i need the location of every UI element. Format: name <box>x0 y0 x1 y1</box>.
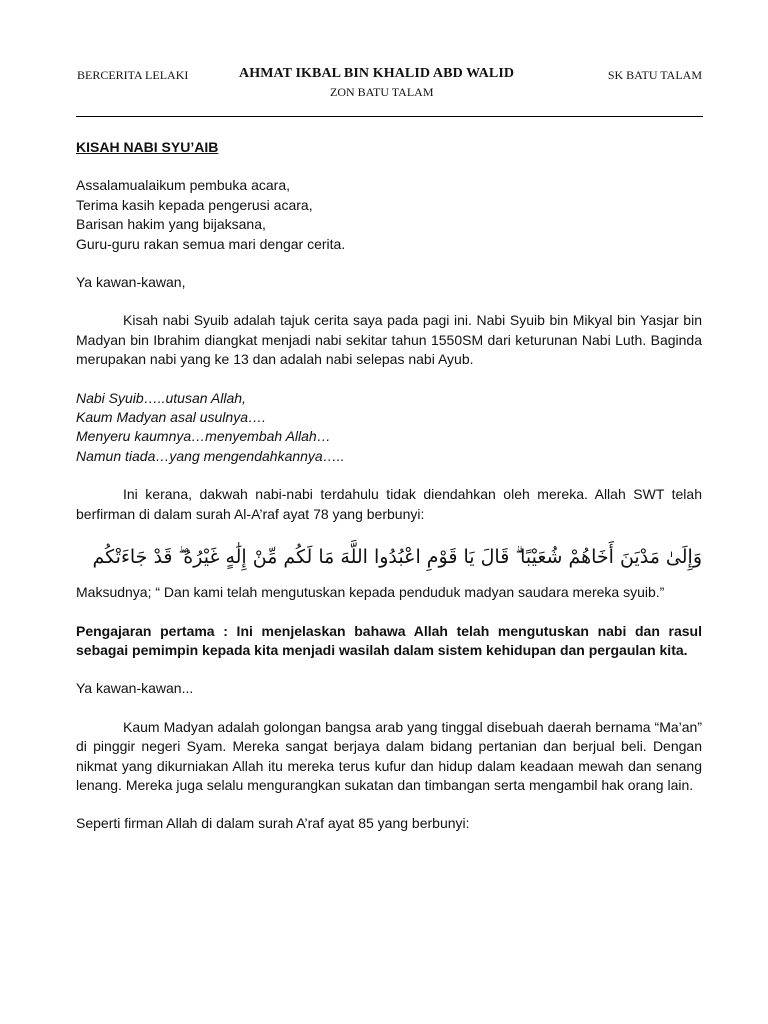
arabic-verse: وَإِلَىٰ مَدْيَنَ أَخَاهُمْ شُعَيْبًا ۗ قَالَ يَا قَوْمِ اعْبُدُوا اللَّهَ مَا لَكُم مِّنْ إِلَٰهٍ غَيْرُهُ ۖ قَدْ جَاءَتْكُم <box>92 546 702 569</box>
poem-line: Nabi Syuib…..utusan Allah, <box>76 389 246 406</box>
header-zone: ZON BATU TALAM <box>330 85 434 99</box>
header-divider <box>76 116 703 117</box>
greeting-line: Guru-guru rakan semua mari dengar cerita. <box>76 235 346 252</box>
greeting-block <box>76 176 702 254</box>
translation: Maksudnya; “ Dan kami telah mengutuskan kepada penduduk madyan saudara mereka syuib.” <box>76 584 665 601</box>
greeting-line: Assalamualaikum pembuka acara, <box>76 177 290 194</box>
poem-line: Namun tiada…yang mengendahkannya….. <box>76 447 345 464</box>
paragraph-firman: Seperti firman Allah di dalam surah A’raf ayat 85 yang berbunyi: <box>76 815 470 832</box>
address-line: Ya kawan-kawan... <box>76 680 194 697</box>
poem-block <box>76 389 702 467</box>
paragraph-intro: Kisah nabi Syuib adalah tajuk cerita saya pada pagi ini. Nabi Syuib bin Mikyal bin Yasjar bin Madyan bin Ibrahim diangkat menjadi nabi sekitar tahun 1550SM dari keturunan Nabi Luth. Baginda merupakan nabi yang ke 13 dan adalah nabi selepas nabi Ayub. <box>76 312 702 368</box>
header-author: AHMAT IKBAL BIN KHALID ABD WALID <box>239 66 515 81</box>
paragraph-madyan: Kaum Madyan adalah golongan bangsa arab yang tinggal disebuah daerah bernama “Ma’an” di pinggir negeri Syam. Mereka sangat berjaya dalam bidang pertanian dan berjual beli. Dengan nikmat yang dikurniakan Allah itu mereka terus kufur dan hidup dalam keadaan mewah dan senang lenang. Mereka juga selalu mengurangkan sukatan dan timbangan serta mengambil hak orang lain. <box>76 718 702 793</box>
poem-line: Menyeru kaumnya…menyembah Allah… <box>76 428 331 445</box>
lesson-one: Pengajaran pertama : Ini menjelaskan bahawa Allah telah mengutuskan nabi dan rasul sebagai pemimpin kepada kita menjadi wasilah dalam sistem kehidupan dan pergaulan kita. <box>76 622 702 658</box>
greeting-line: Barisan hakim yang bijaksana, <box>76 216 266 233</box>
paragraph-dakwah: Ini kerana, dakwah nabi-nabi terdahulu tidak diendahkan oleh mereka. Allah SWT telah berfirman di dalam surah Al-A’raf ayat 78 yang berbunyi: <box>76 486 702 522</box>
document-body <box>76 138 702 853</box>
header-category: BERCERITA LELAKI <box>77 68 189 82</box>
poem-line: Kaum Madyan asal usulnya…. <box>76 409 266 426</box>
address-line: Ya kawan-kawan, <box>76 274 186 291</box>
header-school: SK BATU TALAM <box>607 68 702 82</box>
story-title: KISAH NABI SYU’AIB <box>76 139 219 155</box>
greeting-line: Terima kasih kepada pengerusi acara, <box>76 196 313 213</box>
